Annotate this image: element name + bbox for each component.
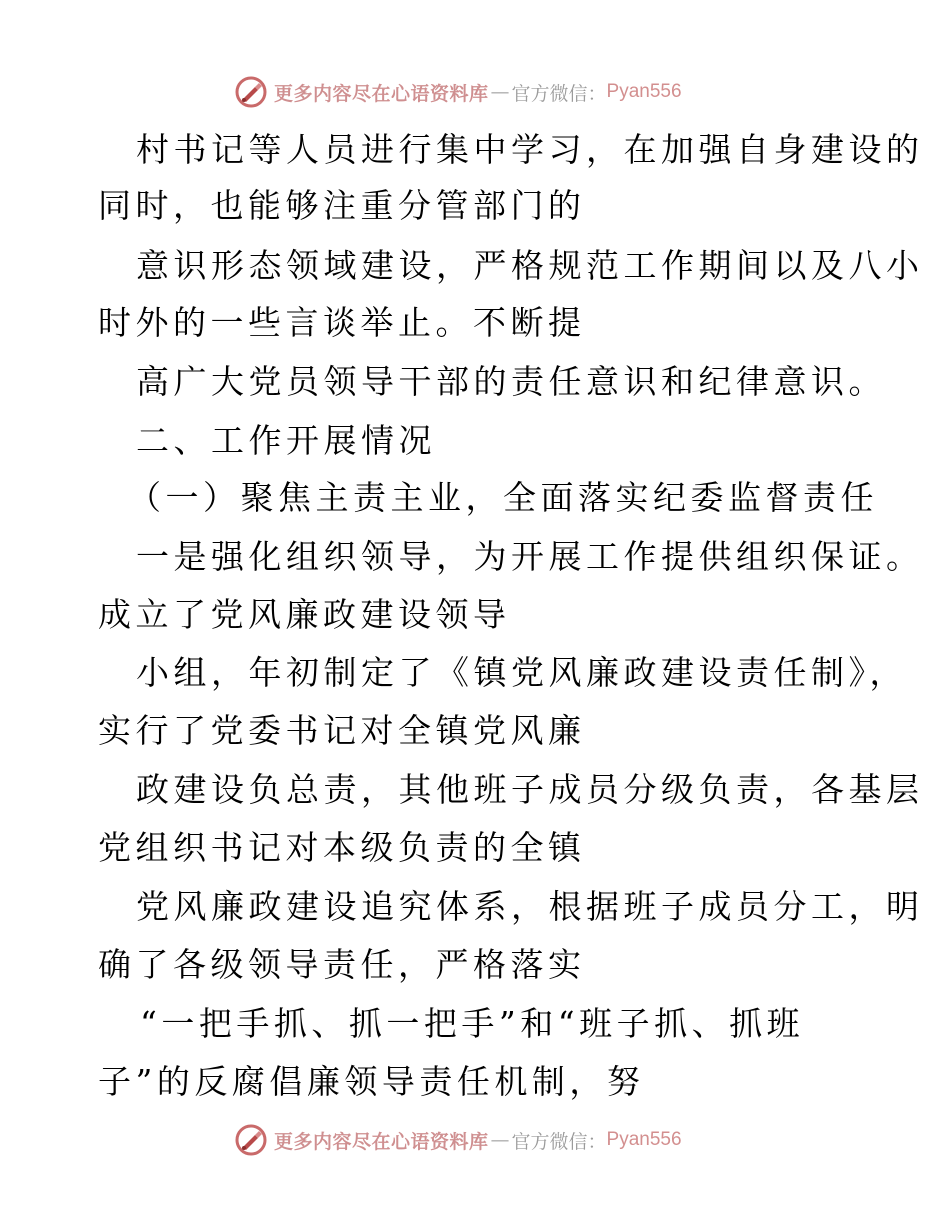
text-line: 意识形态领域建设，严格规范工作期间以及八小 (136, 246, 924, 285)
pen-logo-icon (234, 75, 268, 109)
banner-dash: — (490, 81, 510, 103)
banner-wechat-label: 官方微信： (511, 82, 607, 105)
text-line: 确了各级领导责任，严格落实 (98, 945, 586, 984)
text-line: “一把手抓、抓一把手”和“班子抓、抓班 (140, 1004, 805, 1043)
banner-brand-text: 更多内容尽在心语资料库 (274, 1130, 489, 1153)
banner-wechat-id: Pyan556 (606, 1129, 682, 1150)
pen-logo-icon (234, 1123, 268, 1157)
text-line: 党组织书记对本级负责的全镇 (98, 828, 586, 867)
header-banner (234, 72, 754, 112)
banner-dash: — (490, 1129, 510, 1151)
text-line: 实行了党委书记对全镇党风廉 (98, 711, 586, 750)
text-line: 子”的反腐倡廉领导责任机制，努 (98, 1062, 645, 1101)
banner-brand-text: 更多内容尽在心语资料库 (274, 82, 489, 105)
text-line: 同时，也能够注重分管部门的 (98, 186, 586, 225)
text-line: 高广大党员领导干部的责任意识和纪律意识。 (136, 362, 886, 401)
banner-wechat-label: 官方微信： (511, 1130, 607, 1153)
section-heading: 二、工作开展情况 (136, 421, 436, 460)
text-line: 一是强化组织领导，为开展工作提供组织保证。 (136, 537, 924, 576)
text-line: 政建设负总责，其他班子成员分级负责，各基层 (136, 770, 924, 809)
text-line: 成立了党风廉政建设领导 (98, 595, 511, 634)
text-line: 村书记等人员进行集中学习，在加强自身建设的 (136, 130, 924, 169)
text-line: 小组，年初制定了《镇党风廉政建设责任制》， (136, 653, 907, 692)
banner-wechat-id: Pyan556 (606, 81, 682, 102)
footer-banner (234, 1120, 754, 1160)
text-line: 党风廉政建设追究体系，根据班子成员分工，明 (136, 887, 924, 926)
text-line: 时外的一些言谈举止。不断提 (98, 303, 586, 342)
subsection-heading: （一）聚焦主责主业，全面落实纪委监督责任 (128, 478, 878, 517)
